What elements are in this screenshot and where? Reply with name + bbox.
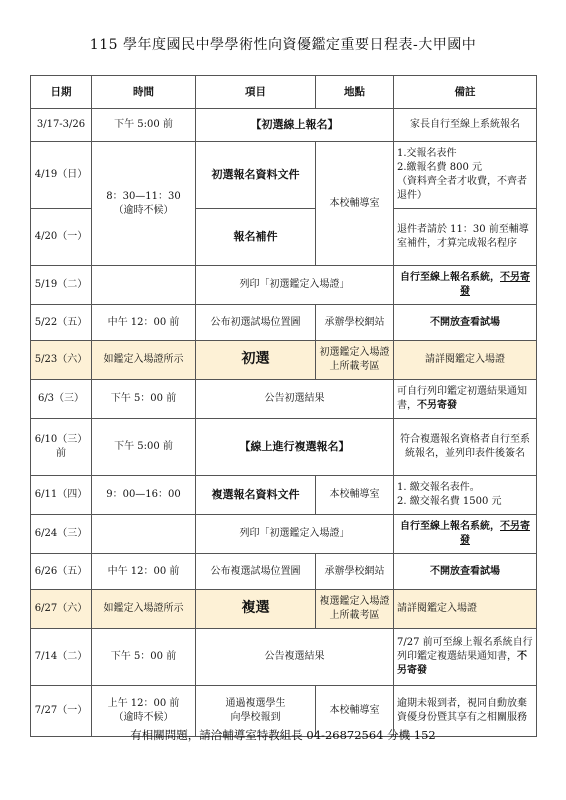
cell-time: 如鑑定入場證所示 xyxy=(92,590,196,629)
time-line: （逾時不候） xyxy=(113,712,174,723)
table-row xyxy=(31,629,537,686)
cell-item: 公告初選結果 xyxy=(196,380,394,419)
header-note: 備註 xyxy=(394,76,537,109)
note-line: 1.交報名表件 xyxy=(397,148,457,159)
cell-date: 5/19（二） xyxy=(31,266,92,305)
table-row xyxy=(31,590,537,629)
cell-note: 不開放查看試場 xyxy=(394,554,537,590)
table-row xyxy=(31,554,537,590)
cell-item: 報名補件 xyxy=(196,209,316,266)
item-line: 通過複選學生 xyxy=(225,698,286,709)
cell-location: 複選鑑定入場證上所載考區 xyxy=(316,590,394,629)
cell-note xyxy=(394,629,537,686)
note-emphasis: 不另寄發 xyxy=(460,272,530,297)
note-line: 1. 繳交報名表件。 xyxy=(397,482,480,493)
cell-note: 符合複選報名資格者自行至系統報名，並列印表件後簽名 xyxy=(394,419,537,476)
note-text: 自行至線上報名系統， xyxy=(400,521,500,532)
cell-location: 本校輔導室 xyxy=(316,476,394,515)
cell-date: 6/11（四） xyxy=(31,476,92,515)
cell-date: 6/27（六） xyxy=(31,590,92,629)
cell-date: 6/26（五） xyxy=(31,554,92,590)
note-emphasis: 不另寄發 xyxy=(417,400,457,411)
cell-note: 請詳閱鑑定入場證 xyxy=(394,590,537,629)
cell-date: 3/17-3/26 xyxy=(31,109,92,142)
cell-note xyxy=(394,266,537,305)
cell-item: 列印「初選鑑定入場證」 xyxy=(196,515,394,554)
note-line: （資料齊全者才收費，不齊者退件） xyxy=(397,176,527,201)
cell-item: 初選 xyxy=(196,341,316,380)
cell-time xyxy=(92,515,196,554)
schedule-table xyxy=(30,75,537,737)
cell-note: 家長自行至線上系統報名 xyxy=(394,109,537,142)
note-line: 2. 繳交報名費 1500 元 xyxy=(397,496,502,507)
cell-time: 下午 5:00 前 xyxy=(92,109,196,142)
time-range: 8：30—11：30 xyxy=(106,190,181,202)
table-row xyxy=(31,142,537,209)
note-emphasis: 不另寄發 xyxy=(397,651,527,676)
table-row xyxy=(31,515,537,554)
cell-note xyxy=(394,380,537,419)
cell-item: 複選報名資料文件 xyxy=(196,476,316,515)
table-header-row xyxy=(31,76,537,109)
note-text: 7/27 前可至線上報名系統自行列印鑑定複選結果通知書， xyxy=(397,637,533,662)
cell-note: 請詳閱鑑定入場證 xyxy=(394,341,537,380)
header-time: 時間 xyxy=(92,76,196,109)
cell-date: 6/3（三） xyxy=(31,380,92,419)
cell-time: 下午 5：00 前 xyxy=(92,380,196,419)
table-row xyxy=(31,109,537,142)
cell-note xyxy=(394,142,537,209)
cell-note xyxy=(394,476,537,515)
footer-contact: 有相關問題，請洽輔導室特教組長 04-26872564 分機 152 xyxy=(130,728,436,742)
cell-location: 承辦學校網站 xyxy=(316,554,394,590)
note-text: 自行至線上報名系統， xyxy=(400,272,500,283)
cell-location: 本校輔導室 xyxy=(316,142,394,266)
time-note: （逾時不候） xyxy=(113,204,174,216)
table-row xyxy=(31,266,537,305)
cell-item: 公布初選試場位置圖 xyxy=(196,305,316,341)
cell-item: 【初選線上報名】 xyxy=(196,109,394,142)
cell-item: 初選報名資料文件 xyxy=(196,142,316,209)
cell-note: 逾期未報到者，視同自動放棄資優身份暨其享有之相關服務 xyxy=(394,686,537,737)
table-row xyxy=(31,380,537,419)
cell-date: 5/22（五） xyxy=(31,305,92,341)
cell-time: 中午 12：00 前 xyxy=(92,305,196,341)
cell-location: 本校輔導室 xyxy=(316,686,394,737)
cell-time: 如鑑定入場證所示 xyxy=(92,341,196,380)
cell-time: 下午 5：00 前 xyxy=(92,629,196,686)
cell-item: 複選 xyxy=(196,590,316,629)
cell-item: 列印「初選鑑定入場證」 xyxy=(196,266,394,305)
header-location: 地點 xyxy=(316,76,394,109)
cell-note xyxy=(394,515,537,554)
cell-item: 公告複選結果 xyxy=(196,629,394,686)
cell-time: 中午 12：00 前 xyxy=(92,554,196,590)
cell-time: 9：00—16：00 xyxy=(92,476,196,515)
note-line: 2.繳報名費 800 元 xyxy=(397,162,482,173)
table-row xyxy=(31,341,537,380)
cell-date: 7/14（二） xyxy=(31,629,92,686)
cell-date xyxy=(31,419,92,476)
table-row xyxy=(31,419,537,476)
cell-time: 下午 5:00 前 xyxy=(92,419,196,476)
cell-time xyxy=(92,266,196,305)
cell-location: 承辦學校網站 xyxy=(316,305,394,341)
table-row xyxy=(31,305,537,341)
page-title: 115 學年度國民中學學術性向資優鑑定重要日程表-大甲國中 xyxy=(89,37,477,53)
cell-date: 4/19（日） xyxy=(31,142,92,209)
cell-date: 5/23（六） xyxy=(31,341,92,380)
date-line: 前 xyxy=(56,448,66,459)
time-line: 上午 12：00 前 xyxy=(107,698,180,709)
cell-date: 4/20（一） xyxy=(31,209,92,266)
note-text: 可自行列印鑑定初選結果通知書， xyxy=(397,386,527,411)
cell-date: 6/24（三） xyxy=(31,515,92,554)
cell-note: 不開放查看試場 xyxy=(394,305,537,341)
header-item: 項目 xyxy=(196,76,316,109)
date-line: 6/10（三） xyxy=(34,434,88,445)
cell-date: 7/27（一） xyxy=(31,686,92,737)
cell-item: 【線上進行複選報名】 xyxy=(196,419,394,476)
header-date: 日期 xyxy=(31,76,92,109)
cell-location: 初選鑑定入場證上所載考區 xyxy=(316,341,394,380)
cell-note: 退件者請於 11：30 前至輔導室補件，才算完成報名程序 xyxy=(394,209,537,266)
cell-item: 公布複選試場位置圖 xyxy=(196,554,316,590)
note-emphasis: 不另寄發 xyxy=(460,521,530,546)
cell-time xyxy=(92,142,196,266)
table-row xyxy=(31,476,537,515)
item-line: 向學校報到 xyxy=(230,712,281,723)
